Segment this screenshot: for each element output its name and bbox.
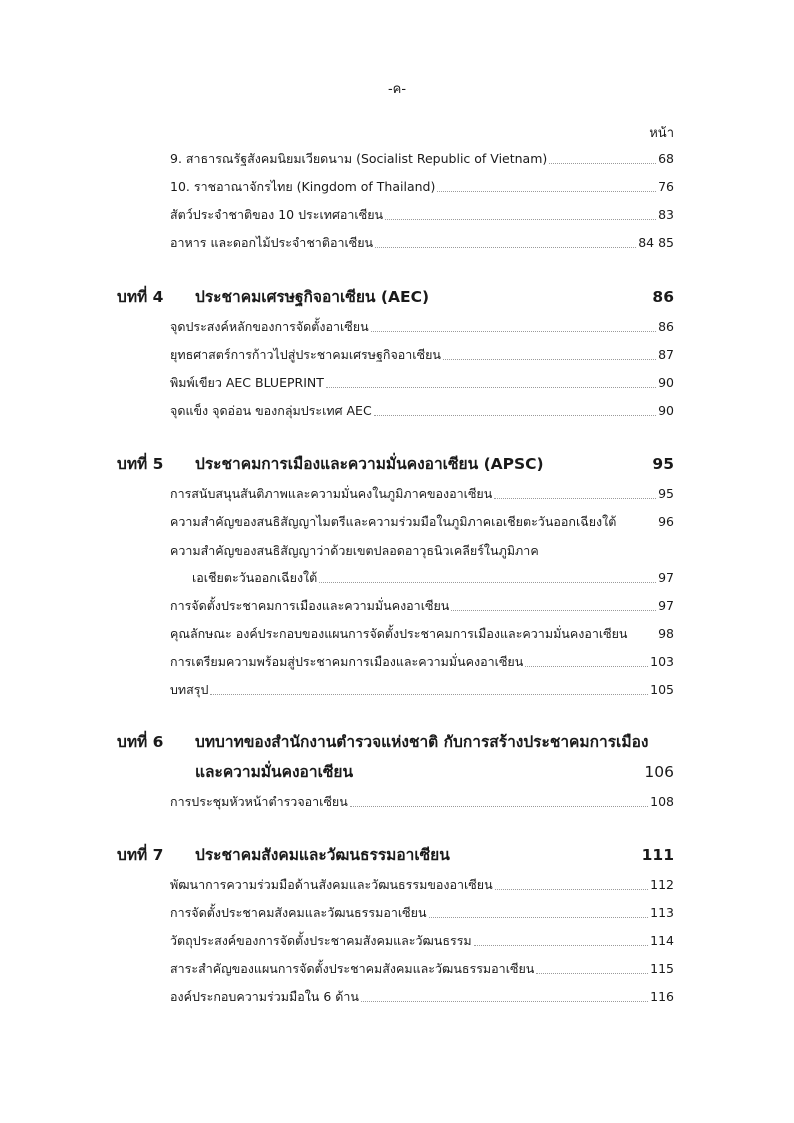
dot-leader <box>429 917 649 918</box>
toc-entry-page: 103 <box>650 654 674 669</box>
toc-entry[interactable] <box>170 791 674 811</box>
toc-entry-page: 95 <box>658 486 674 501</box>
dot-leader <box>495 889 648 890</box>
chapter-page: 95 <box>652 455 674 473</box>
toc-entry-page: 114 <box>650 933 674 948</box>
toc-entry[interactable] <box>170 148 674 168</box>
toc-entry-title: องค์ประกอบความร่วมมือใน 6 ด้าน <box>170 989 359 1004</box>
chapter-label: บทที่ 6 <box>117 733 164 751</box>
toc-entry-page: 86 <box>658 319 674 334</box>
chapter-title: ประชาคมสังคมและวัฒนธรรมอาเซียน <box>195 846 450 864</box>
toc-entry-title: การจัดตั้งประชาคมการเมืองและความมั่นคงอาเซียน <box>170 598 450 613</box>
toc-entry-title: การจัดตั้งประชาคมสังคมและวัฒนธรรมอาเซียน <box>170 905 427 920</box>
dot-leader <box>326 387 656 388</box>
chapter-6-heading-cont[interactable] <box>195 758 674 784</box>
dot-leader <box>451 610 656 611</box>
chapter-page: 111 <box>641 846 674 864</box>
dot-leader <box>525 666 648 667</box>
toc-entry-title: คุณลักษณะ องค์ประกอบของแผนการจัดตั้งประชาคมการเมืองและความมั่นคงอาเซียน <box>170 626 628 641</box>
dot-leader <box>210 694 648 695</box>
toc-entry-title-line2: เอเชียตะวันออกเฉียงใต้ <box>192 570 318 585</box>
toc-entry-page: 87 <box>658 347 674 362</box>
chapter-4-heading[interactable] <box>117 283 674 309</box>
toc-entry-title: วัตถุประสงค์ของการจัดตั้งประชาคมสังคมและวัฒนธรรม <box>170 933 472 948</box>
dot-leader <box>350 806 648 807</box>
toc-entry[interactable] <box>170 874 674 894</box>
dot-leader <box>536 973 648 974</box>
dot-leader <box>474 945 648 946</box>
toc-entry-title: จุดแข็ง จุดอ่อน ของกลุ่มประเทศ AEC <box>170 403 372 418</box>
dot-leader <box>443 359 656 360</box>
toc-entry-page: 84 85 <box>638 235 674 250</box>
chapter-page: 106 <box>644 763 674 781</box>
toc-entry[interactable] <box>170 232 674 252</box>
toc-entry[interactable] <box>170 595 674 615</box>
toc-entry-title: ยุทธศาสตร์การก้าวไปสู่ประชาคมเศรษฐกิจอาเซียน <box>170 347 441 362</box>
toc-entry-page: 97 <box>658 598 674 613</box>
dot-leader <box>371 331 656 332</box>
toc-entry[interactable] <box>170 623 674 643</box>
toc-entry[interactable] <box>170 902 674 922</box>
toc-entry-page: 76 <box>658 179 674 194</box>
toc-entry-page: 112 <box>650 877 674 892</box>
toc-entry-title: พัฒนาการความร่วมมือด้านสังคมและวัฒนธรรมของอาเซียน <box>170 877 493 892</box>
toc-entry-title: 10. ราชอาณาจักรไทย (Kingdom of Thailand) <box>170 179 436 194</box>
toc-entry-page: 115 <box>650 961 674 976</box>
toc-entry-page: 96 <box>658 514 674 529</box>
toc-entry[interactable] <box>170 930 674 950</box>
toc-entry-title: บทสรุป <box>170 682 209 697</box>
toc-entry-title: 9. สาธารณรัฐสังคมนิยมเวียดนาม (Socialist Republic of Vietnam) <box>170 151 548 166</box>
page-column-label: หน้า <box>649 126 674 141</box>
dot-leader <box>361 1001 648 1002</box>
toc-entry-page: 68 <box>658 151 674 166</box>
toc-entry-page: 105 <box>650 682 674 697</box>
toc-entry[interactable] <box>170 316 674 336</box>
toc-entry[interactable] <box>170 372 674 392</box>
toc-entry-title: การสนับสนุนสันติภาพและความมั่นคงในภูมิภาคของอาเซียน <box>170 486 493 501</box>
toc-entry-page: 90 <box>658 403 674 418</box>
toc-entry[interactable] <box>170 204 674 224</box>
toc-entry[interactable] <box>170 958 674 978</box>
toc-entry-page: 116 <box>650 989 674 1004</box>
toc-entry-title: สาระสำคัญของแผนการจัดตั้งประชาคมสังคมและวัฒนธรรมอาเซียน <box>170 961 535 976</box>
dot-leader <box>319 582 656 583</box>
toc-entry-title: จุดประสงค์หลักของการจัดตั้งอาเซียน <box>170 319 369 334</box>
toc-entry[interactable] <box>170 483 674 503</box>
chapter-label: บทที่ 5 <box>117 455 164 473</box>
toc-entry-title: พิมพ์เขียว AEC BLUEPRINT <box>170 375 324 390</box>
toc-entry[interactable] <box>192 567 674 587</box>
dot-leader <box>437 191 656 192</box>
toc-entry[interactable] <box>170 986 674 1006</box>
chapter-label: บทที่ 4 <box>117 288 164 306</box>
toc-entry-page: 97 <box>658 570 674 585</box>
toc-entry[interactable] <box>170 176 674 196</box>
toc-entry-title: สัตว์ประจำชาติของ 10 ประเทศอาเซียน <box>170 207 384 222</box>
chapter-title: ประชาคมการเมืองและความมั่นคงอาเซียน (APSC) <box>195 455 544 473</box>
toc-entry[interactable] <box>170 651 674 671</box>
toc-entry[interactable] <box>170 344 674 364</box>
chapter-title: ประชาคมเศรษฐกิจอาเซียน (AEC) <box>195 288 430 306</box>
toc-entry-title-line1[interactable]: ความสำคัญของสนธิสัญญาว่าด้วยเขตปลอดอาวุธนิวเคลียร์ในภูมิภาค <box>170 543 539 558</box>
chapter-5-heading[interactable] <box>117 450 674 476</box>
toc-entry-page: 113 <box>650 905 674 920</box>
chapter-page: 86 <box>652 288 674 306</box>
toc-entry-page: 90 <box>658 375 674 390</box>
chapter-title: บทบาทของสำนักงานตำรวจแห่งชาติ กับการสร้างประชาคมการเมือง <box>195 733 649 751</box>
toc-entry[interactable] <box>170 511 674 531</box>
dot-leader <box>494 498 656 499</box>
dot-leader <box>375 247 636 248</box>
chapter-label: บทที่ 7 <box>117 846 164 864</box>
toc-entry-page: 108 <box>650 794 674 809</box>
chapter-title-line2: และความมั่นคงอาเซียน <box>195 763 354 781</box>
toc-entry-page: 98 <box>658 626 674 641</box>
toc-entry-title: ความสำคัญของสนธิสัญญาไมตรีและความร่วมมือในภูมิภาคเอเชียตะวันออกเฉียงใต้ <box>170 514 617 529</box>
toc-entry-title: อาหาร และดอกไม้ประจำชาติอาเซียน <box>170 235 374 250</box>
dot-leader <box>549 163 656 164</box>
chapter-6-heading[interactable] <box>117 728 674 754</box>
chapter-7-heading[interactable] <box>117 841 674 867</box>
toc-entry[interactable] <box>170 400 674 420</box>
toc-entry-title: การเตรียมความพร้อมสู่ประชาคมการเมืองและความมั่นคงอาเซียน <box>170 654 524 669</box>
dot-leader <box>374 415 656 416</box>
toc-entry[interactable] <box>170 679 674 699</box>
toc-entry-page: 83 <box>658 207 674 222</box>
page-marker: -ค- <box>387 82 407 97</box>
toc-entry-title: การประชุมหัวหน้าตำรวจอาเซียน <box>170 794 348 809</box>
dot-leader <box>385 219 656 220</box>
